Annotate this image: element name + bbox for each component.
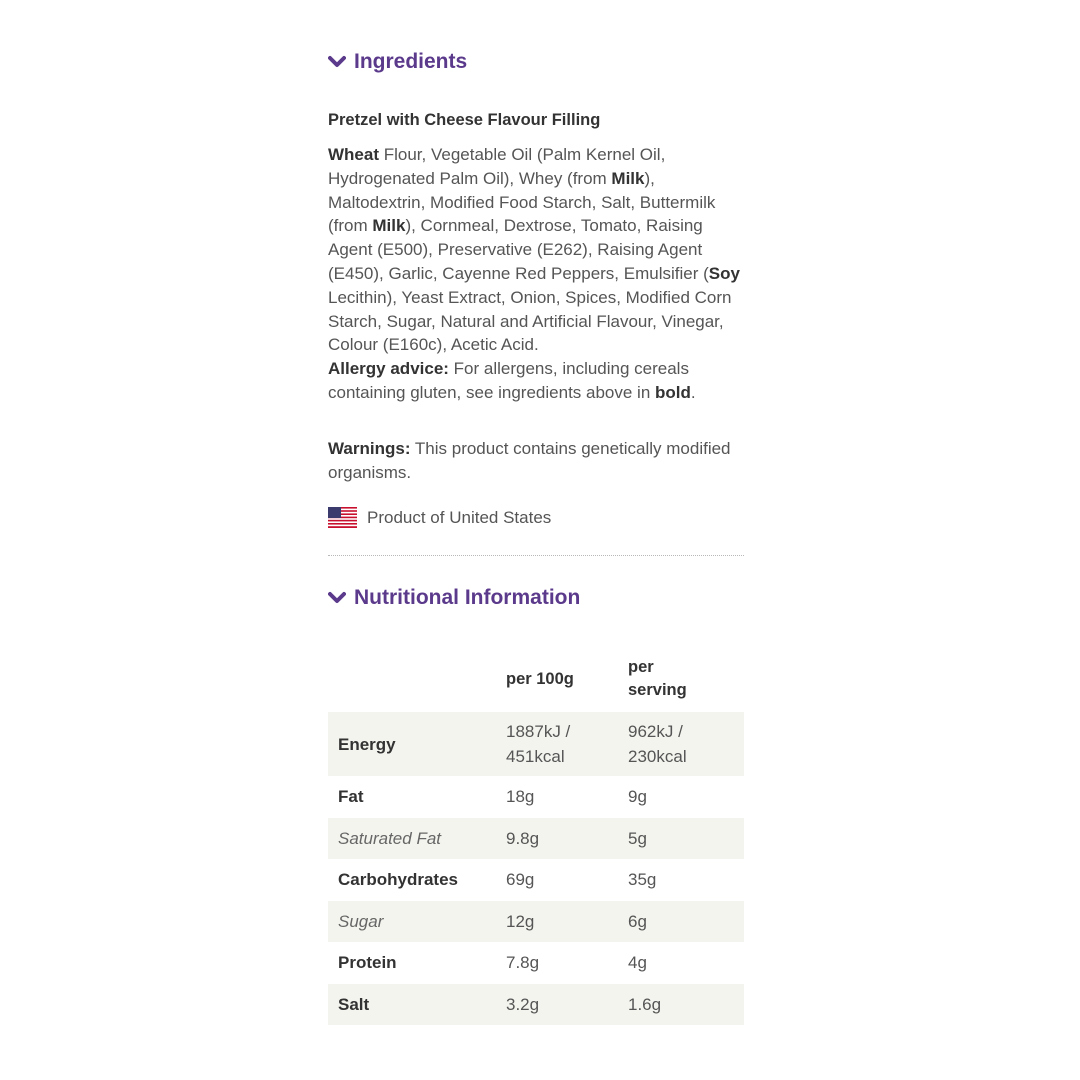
table-row [328, 859, 744, 901]
allergen-soy: Soy [708, 263, 740, 283]
value-per-100g: 9.8g [506, 818, 628, 860]
value-per-serving: 9g [628, 787, 647, 807]
allergen-wheat: Wheat [328, 145, 379, 164]
ingredients-text: Wheat Flour, Vegetable Oil (Palm Kernel Oil, Hydrogenated Palm Oil), Whey (from Milk), Maltodextrin, Modified Food Starch, Salt, Buttermilk (from Milk), Cornmeal, Dextrose, Tomato, Raising Agent (E500), Preservative (E262), Raising Agent (E450), Garlic, Cayenne Red Peppers, Emulsifier (Soy Lecithin), Yeast Extract, Onion, Spices, Modified Corn Starch, Sugar, Natural and Artificial Flavour, Vinegar, Colour (E160c), Acetic Acid. Allergy advice: For allergens, including cereals containing gluten, see ingredients above in bold. [328, 145, 740, 402]
allergen-milk: Milk [611, 168, 645, 188]
table-row [328, 942, 744, 984]
table-row [328, 984, 744, 1026]
value-per-serving: 4g [628, 953, 647, 973]
table-row [328, 901, 744, 943]
origin-text: Product of United States [367, 507, 552, 527]
nutrition-table [328, 648, 744, 1025]
column-header-nutrient [328, 648, 506, 712]
warnings [328, 437, 748, 485]
nutrient-label: Saturated Fat [328, 818, 506, 860]
product-name: Pretzel with Cheese Flavour Filling [328, 111, 601, 129]
table-row [328, 818, 744, 860]
nutrient-label: Salt [328, 984, 506, 1026]
value-per-serving: 1.6g [628, 984, 744, 1026]
nutrient-label: Protein [338, 953, 397, 973]
chevron-down-icon [328, 55, 346, 69]
nutrition-toggle[interactable] [328, 586, 580, 610]
allergy-advice-label: Allergy advice: [328, 359, 449, 379]
allergen-milk: Milk [372, 216, 406, 236]
ingredients-toggle[interactable] [328, 50, 467, 74]
chevron-down-icon [328, 591, 346, 605]
nutrient-label: Energy [328, 712, 506, 776]
value-per-100g: 1887kJ / 451kcal [506, 712, 628, 776]
warnings-label: Warnings: [328, 439, 411, 458]
value-per-100g: 3.2g [506, 984, 628, 1026]
column-header-per-100g: per 100g [506, 669, 574, 688]
value-per-100g: 12g [506, 901, 628, 943]
table-header-row [328, 648, 744, 712]
value-per-100g: 18g [506, 787, 535, 807]
value-per-serving: 962kJ / 230kcal [628, 712, 744, 776]
value-per-serving: 5g [628, 818, 744, 860]
nutrient-label: Fat [338, 787, 364, 807]
section-divider [328, 555, 744, 556]
column-header-per-serving: per serving [628, 658, 687, 699]
table-row [328, 712, 744, 776]
allergy-advice-text: For allergens, including cereals containing gluten, see ingredients above in [328, 359, 689, 402]
value-per-serving: 35g [628, 870, 657, 890]
value-per-100g: 7.8g [506, 953, 540, 973]
nutrient-label: Carbohydrates [338, 870, 458, 890]
nutrient-label: Sugar [328, 901, 506, 943]
ingredients-title: Ingredients [354, 50, 468, 73]
country-of-origin [328, 507, 551, 528]
value-per-100g: 69g [506, 870, 535, 890]
table-row [328, 776, 744, 818]
warnings-text: This product contains genetically modified organisms. [328, 439, 731, 482]
nutrition-title: Nutritional Information [354, 586, 581, 609]
value-per-serving: 6g [628, 901, 744, 943]
us-flag-icon [328, 507, 357, 528]
